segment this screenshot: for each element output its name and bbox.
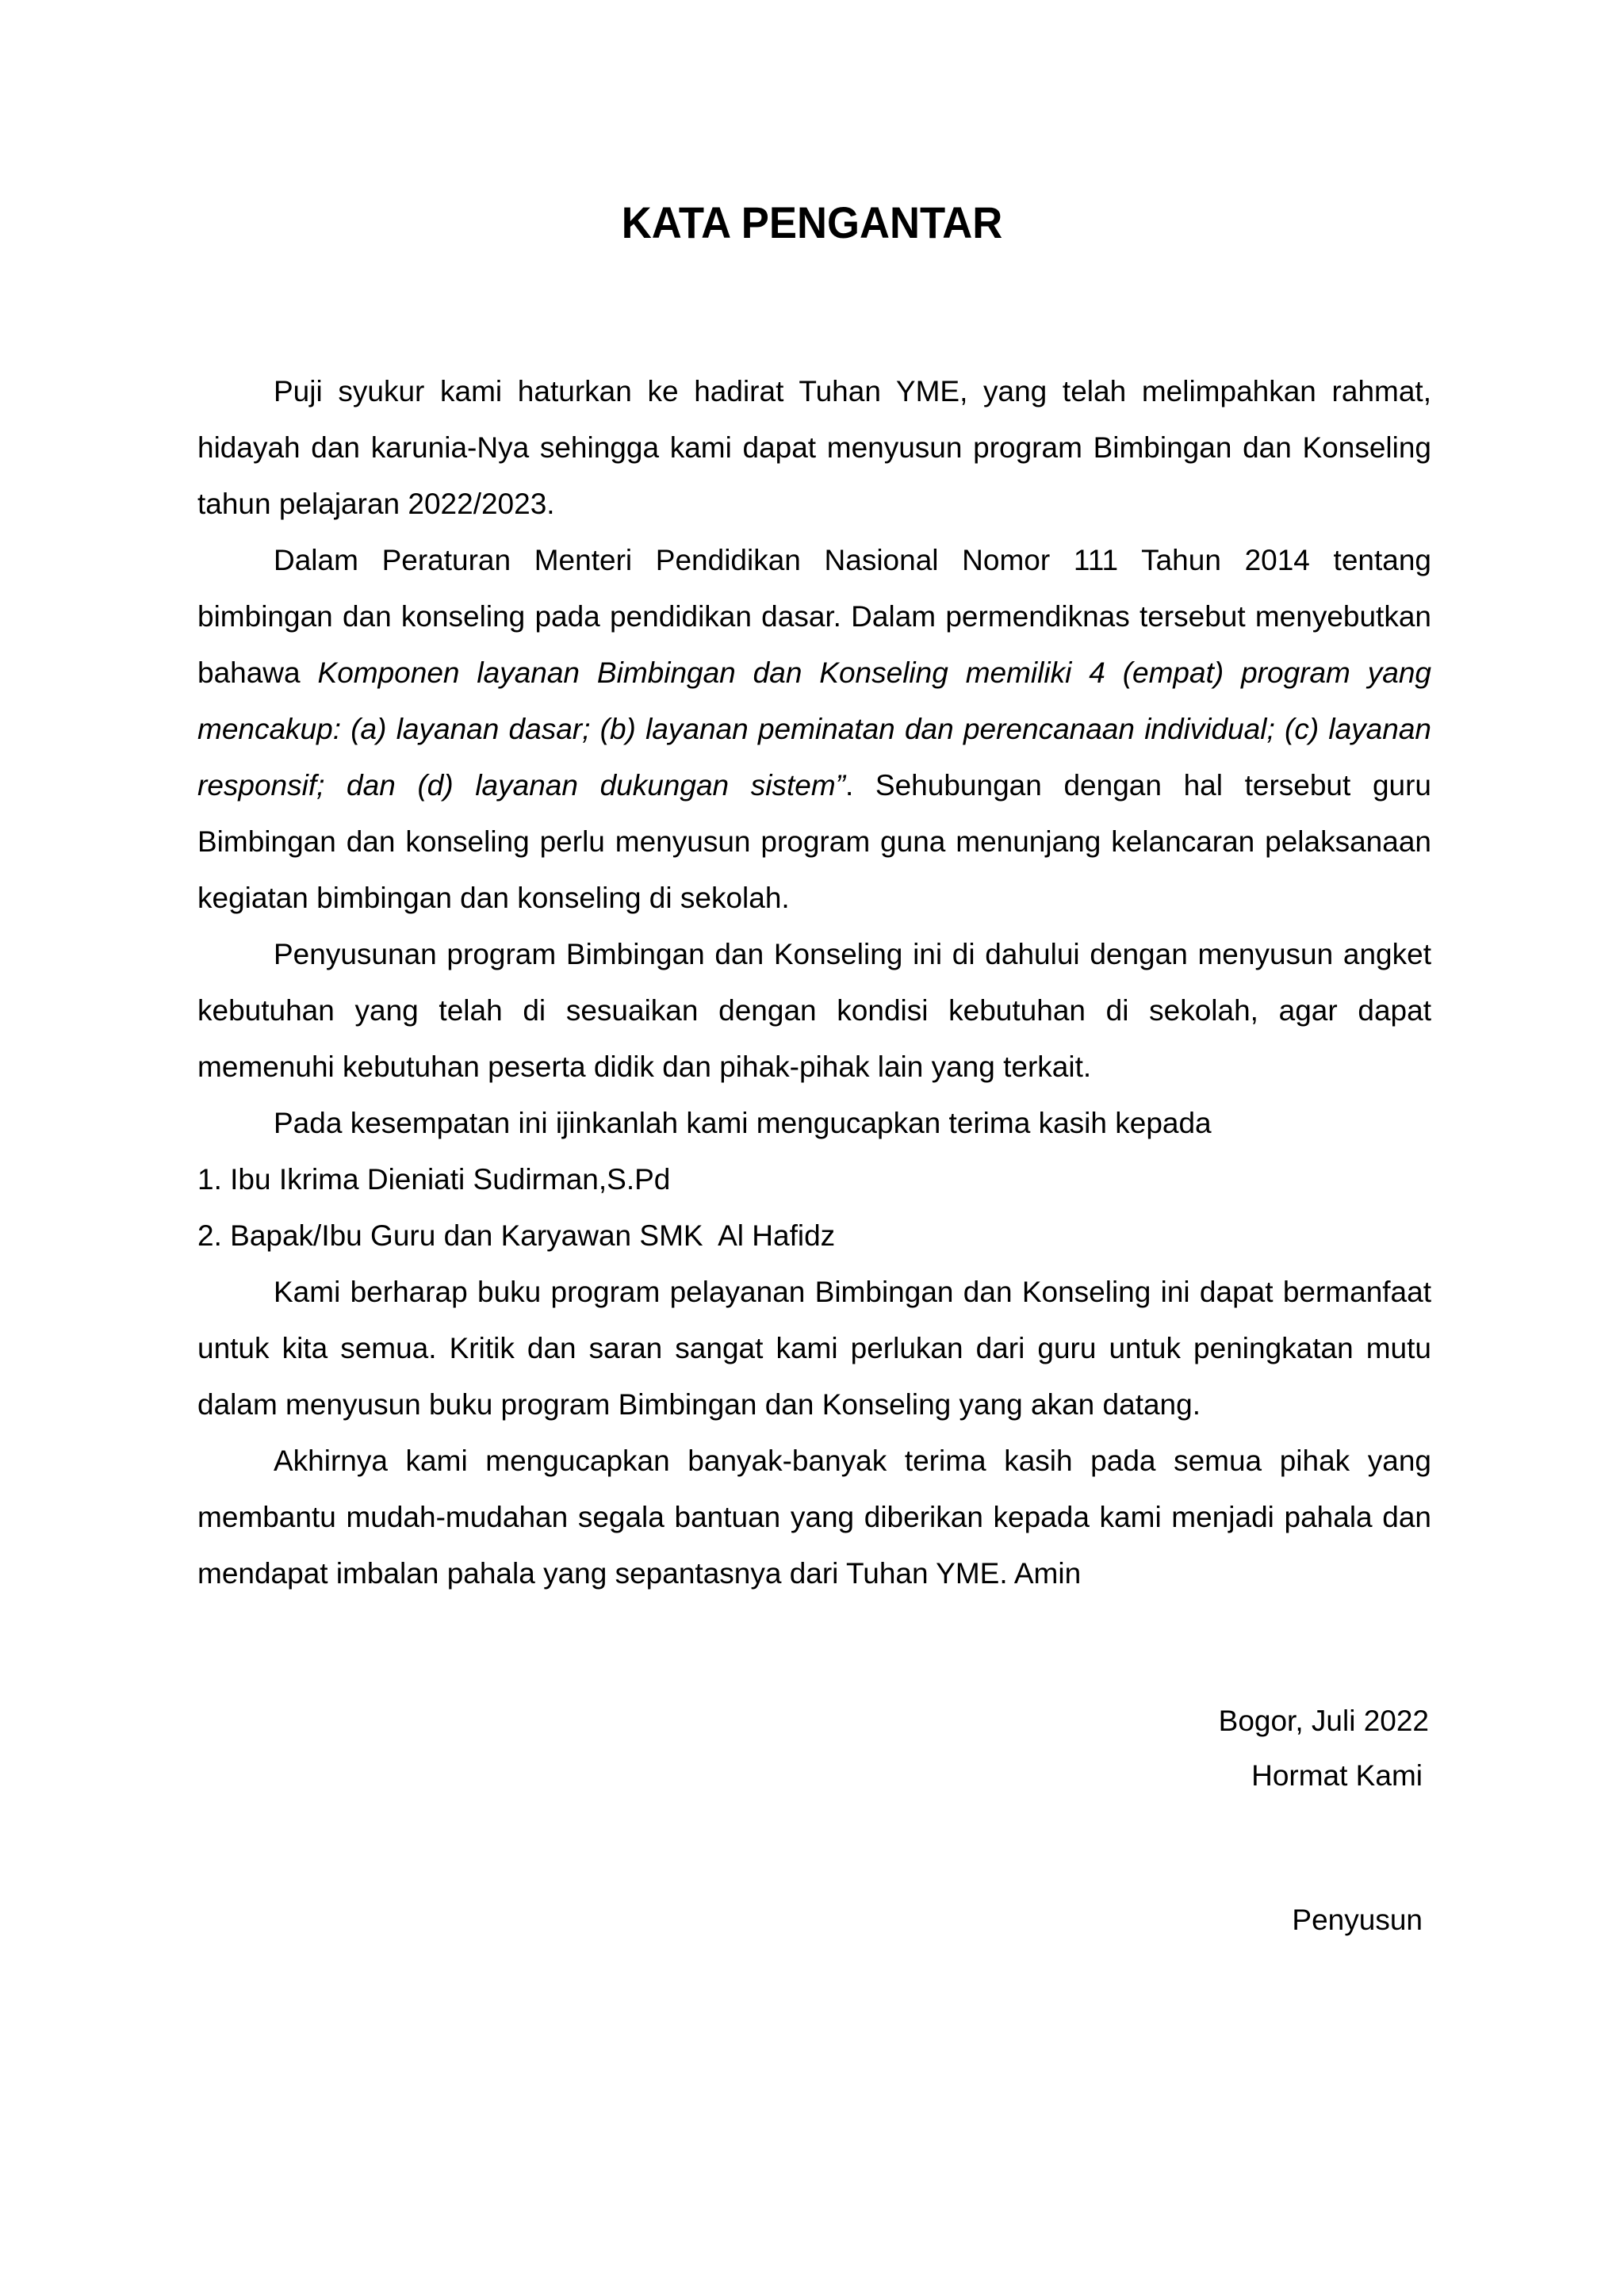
closing-block [1219,1693,1429,1803]
paragraph-closing: Akhirnya kami mengucapkan banyak-banyak terima kasih pada semua pihak yang membantu mudah-mudahan segala bantuan yang diberikan kepada kami menjadi pahala dan mendapat imbalan pahala yang sepantasnya dari Tuhan YME. Amin [197,1445,1431,1590]
paragraph-hope: Kami berharap buku program pelayanan Bimbingan dan Konseling ini dapat bermanfaat untuk kita semua. Kritik dan saran sangat kami perlukan dari guru untuk peningkatan mutu dalam menyusun buku program Bimbingan dan Konseling yang akan datang. [197,1276,1431,1421]
place-date: Bogor, Juli 2022 [1218,1705,1429,1737]
paragraph-regulation-quote: Komponen layanan Bimbingan dan Konseling memiliki 4 (empat) program yang mencakup: (a) layanan dasar; (b) layanan peminatan dan perencanaan individual; (c) layanan responsif; dan (d) layanan dukungan sistem” [197,656,1432,802]
paragraph-intro: Puji syukur kami haturkan ke hadirat Tuhan YME, yang telah melimpahkan rahmat, hidayah dan karunia-Nya sehingga kami dapat menyusun program Bimbingan dan Konseling tahun pelajaran 2022/2023. [197,375,1431,520]
list-item: 2. Bapak/Ibu Guru dan Karyawan SMK Al Hafidz [197,1219,836,1252]
signer: Penyusun [1292,1904,1423,1936]
paragraph-preparation: Penyusunan program Bimbingan dan Konseling ini di dahului dengan menyusun angket kebutuhan yang telah di sesuaikan dengan kondisi kebutuhan di sekolah, agar dapat memenuhi kebutuhan peserta didik dan pihak-pihak lain yang terkait. [197,938,1431,1083]
paragraph-regulation-end: . Sehubungan dengan hal tersebut guru Bimbingan dan konseling perlu menyusun program guna menunjang kelancaran pelaksanaan kegiatan bimbingan dan konseling di sekolah. [197,769,1431,914]
salutation: Hormat Kami [1251,1759,1423,1792]
page-title: KATA PENGANTAR [621,197,1003,247]
document-body [197,363,1431,1601]
list-item: 1. Ibu Ikrima Dieniati Sudirman,S.Pd [197,1163,671,1196]
paragraph-regulation-start: Dalam Peraturan Menteri Pendidikan Nasional Nomor 111 Tahun 2014 tentang bimbingan dan konseling pada pendidikan dasar. Dalam permendiknas tersebut menyebutkan bahawa [197,544,1431,689]
paragraph-thanks-intro: Pada kesempatan ini ijinkanlah kami mengucapkan terima kasih kepada [274,1107,1212,1139]
paragraph-regulation [197,532,1431,926]
